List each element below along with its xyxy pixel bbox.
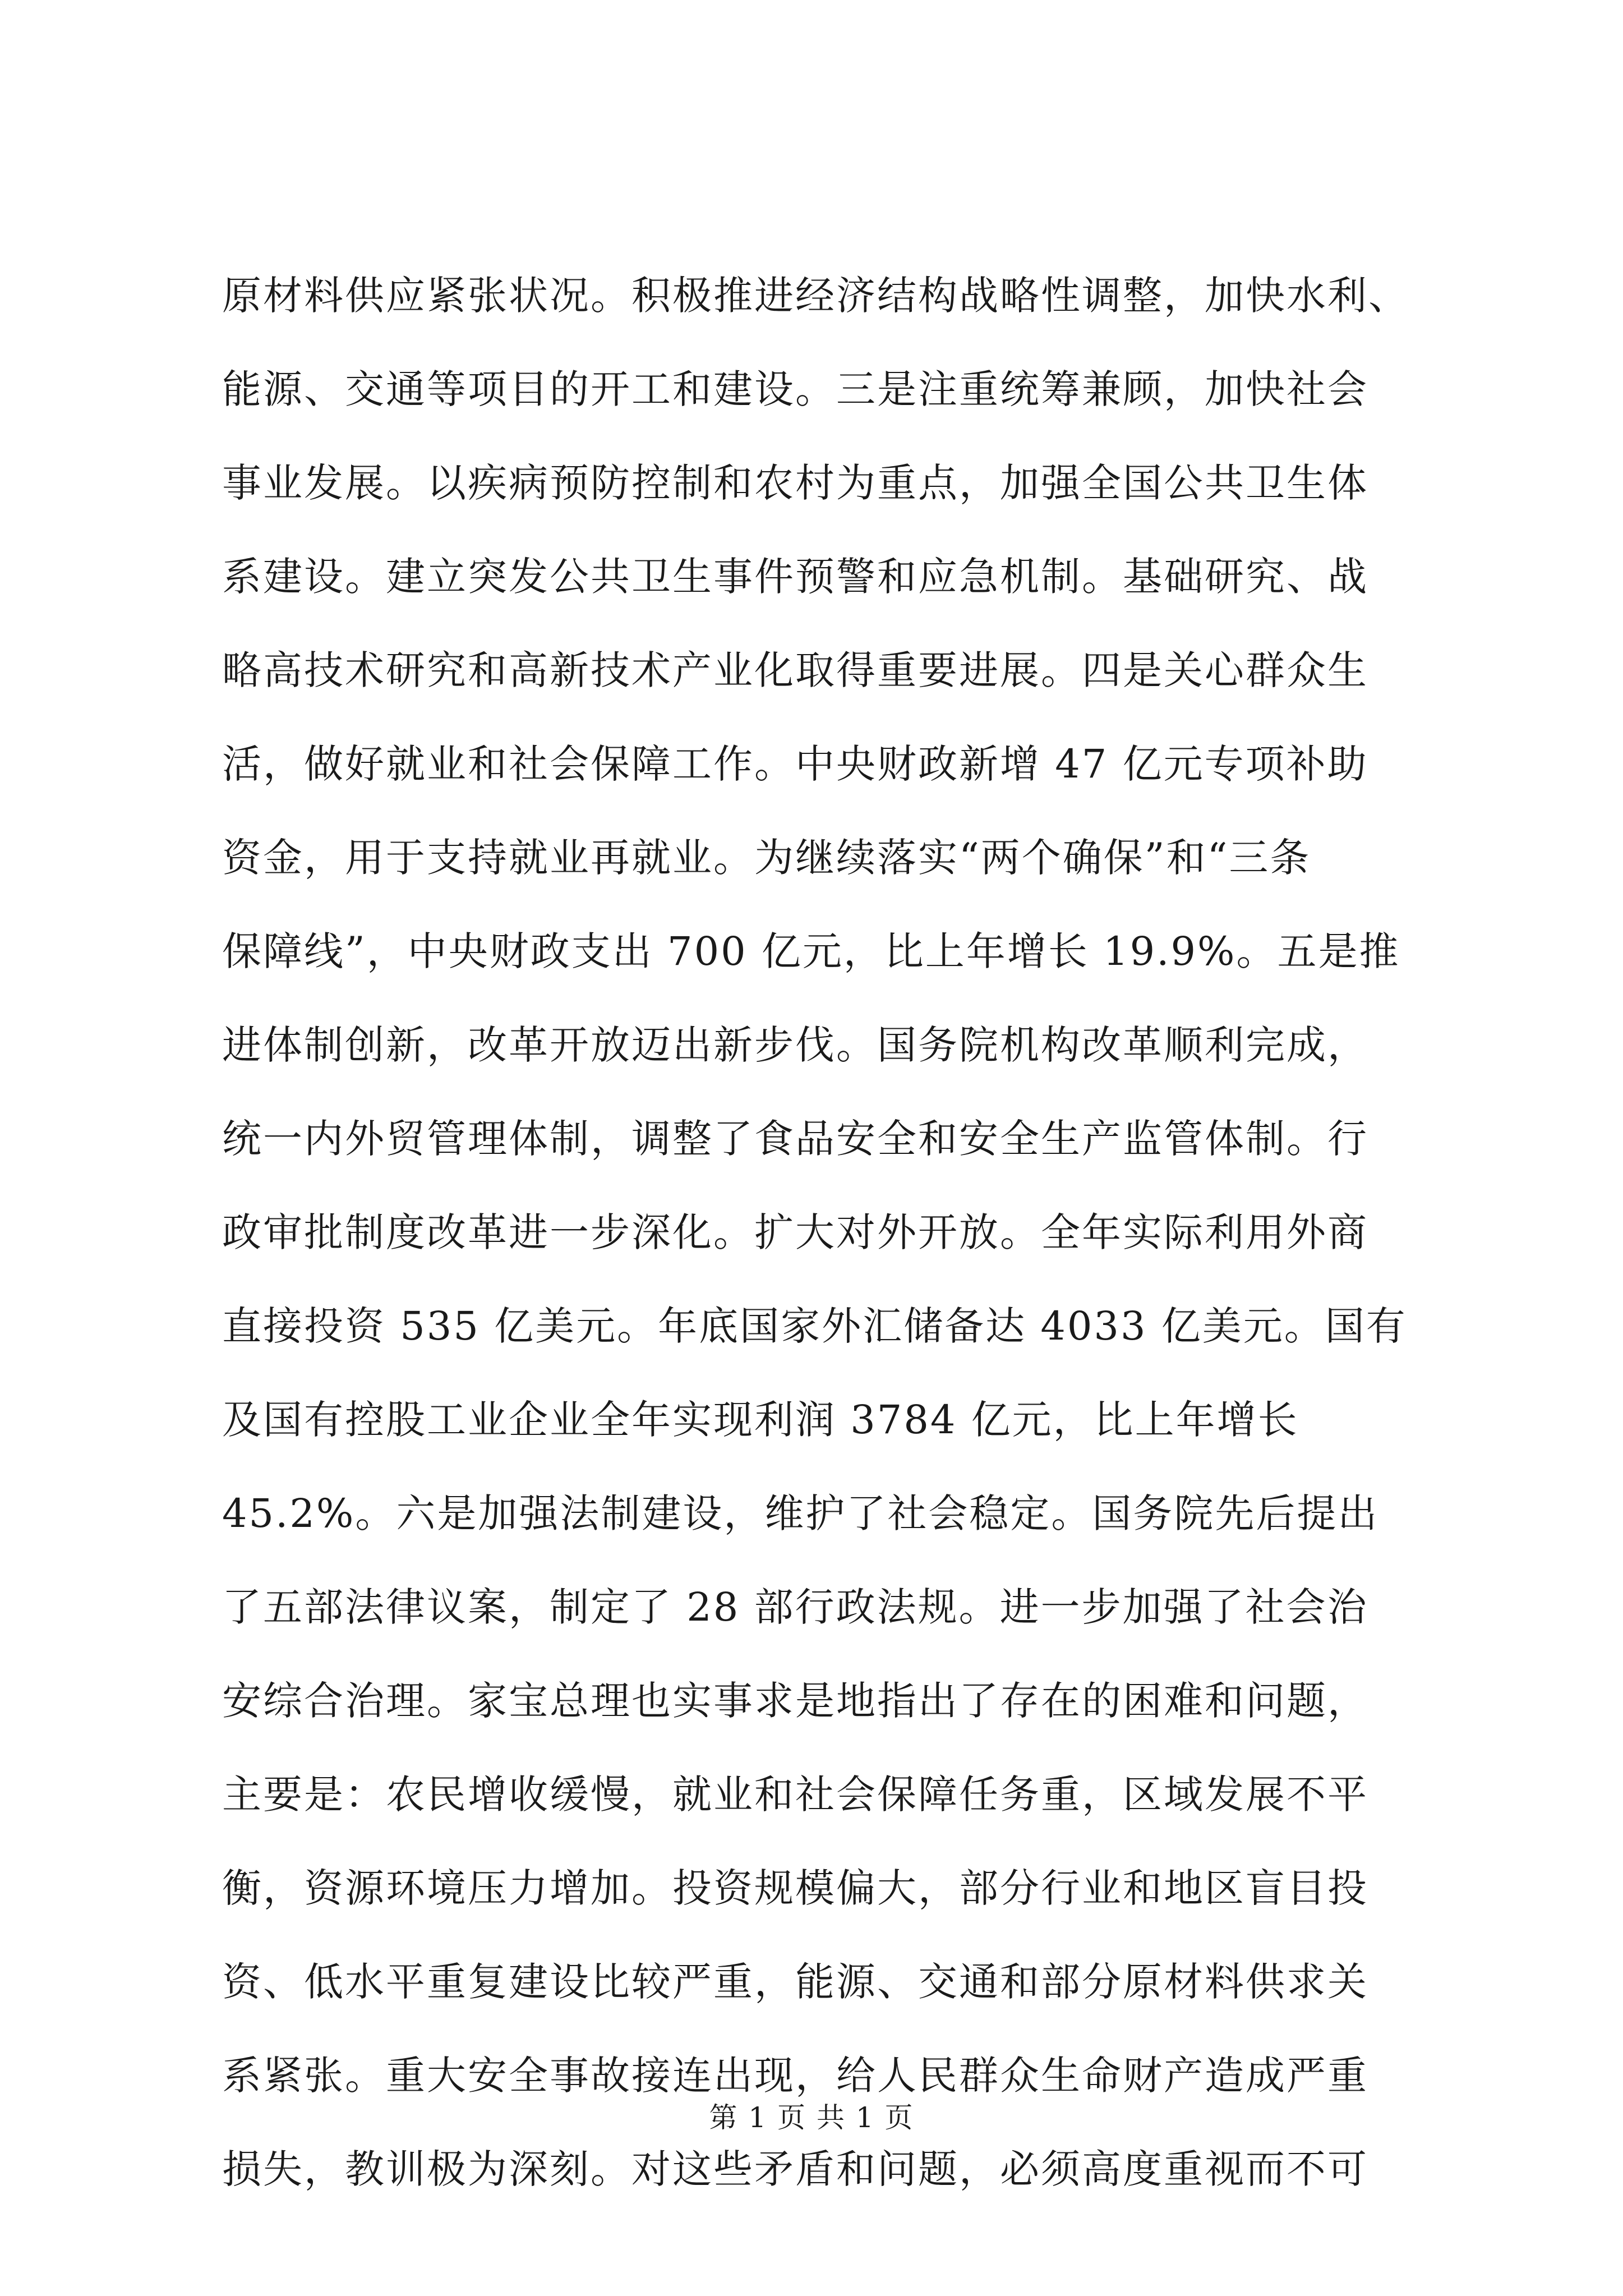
text-line: 原材料供应紧张状况。积极推进经济结构战略性调整，加快水利、 — [222, 273, 1409, 319]
text-line: 损失，教训极为深刻。对这些矛盾和问题，必须高度重视而不可 — [222, 2146, 1368, 2192]
text-line: 进体制创新，改革开放迈出新步伐。国务院机构改革顺利完成， — [222, 1022, 1368, 1068]
page-footer: 第 1 页 共 1 页 — [709, 2101, 914, 2134]
text-line: 45.2%。六是加强法制建设，维护了社会稳定。国务院先后提出 — [222, 1490, 1379, 1536]
text-line: 活，做好就业和社会保障工作。中央财政新增 47 亿元专项补助 — [222, 741, 1368, 787]
text-line: 略高技术研究和高新技术产业化取得重要进展。四是关心群众生 — [222, 647, 1368, 693]
text-line: 系建设。建立突发公共卫生事件预警和应急机制。基础研究、战 — [222, 554, 1368, 600]
text-line: 资金，用于支持就业再就业。为继续落实“两个确保”和“三条 — [222, 835, 1311, 881]
text-line: 了五部法律议案，制定了 28 部行政法规。进一步加强了社会治 — [222, 1584, 1368, 1630]
text-line: 政审批制度改革进一步深化。扩大对外开放。全年实际利用外商 — [222, 1209, 1368, 1255]
text-line: 统一内外贸管理体制，调整了食品安全和安全生产监管体制。行 — [222, 1116, 1368, 1162]
body-text — [222, 249, 1445, 2216]
text-line: 保障线”，中央财政支出 700 亿元，比上年增长 19.9%。五是推 — [222, 928, 1400, 974]
text-line: 直接投资 535 亿美元。年底国家外汇储备达 4033 亿美元。国有 — [222, 1303, 1407, 1349]
text-line: 安综合治理。家宝总理也实事求是地指出了存在的困难和问题， — [222, 1678, 1368, 1724]
text-line: 资、低水平重复建设比较严重，能源、交通和部分原材料供求关 — [222, 1959, 1368, 2005]
text-line: 事业发展。以疾病预防控制和农村为重点，加强全国公共卫生体 — [222, 460, 1368, 506]
text-line: 能源、交通等项目的开工和建设。三是注重统筹兼顾，加快社会 — [222, 366, 1368, 412]
text-line: 系紧张。重大安全事故接连出现，给人民群众生命财产造成严重 — [222, 2053, 1368, 2099]
text-line: 主要是：农民增收缓慢，就业和社会保障任务重，区域发展不平 — [222, 1772, 1368, 1818]
text-line: 及国有控股工业企业全年实现利润 3784 亿元，比上年增长 — [222, 1397, 1299, 1443]
text-line: 衡，资源环境压力增加。投资规模偏大，部分行业和地区盲目投 — [222, 1865, 1368, 1911]
